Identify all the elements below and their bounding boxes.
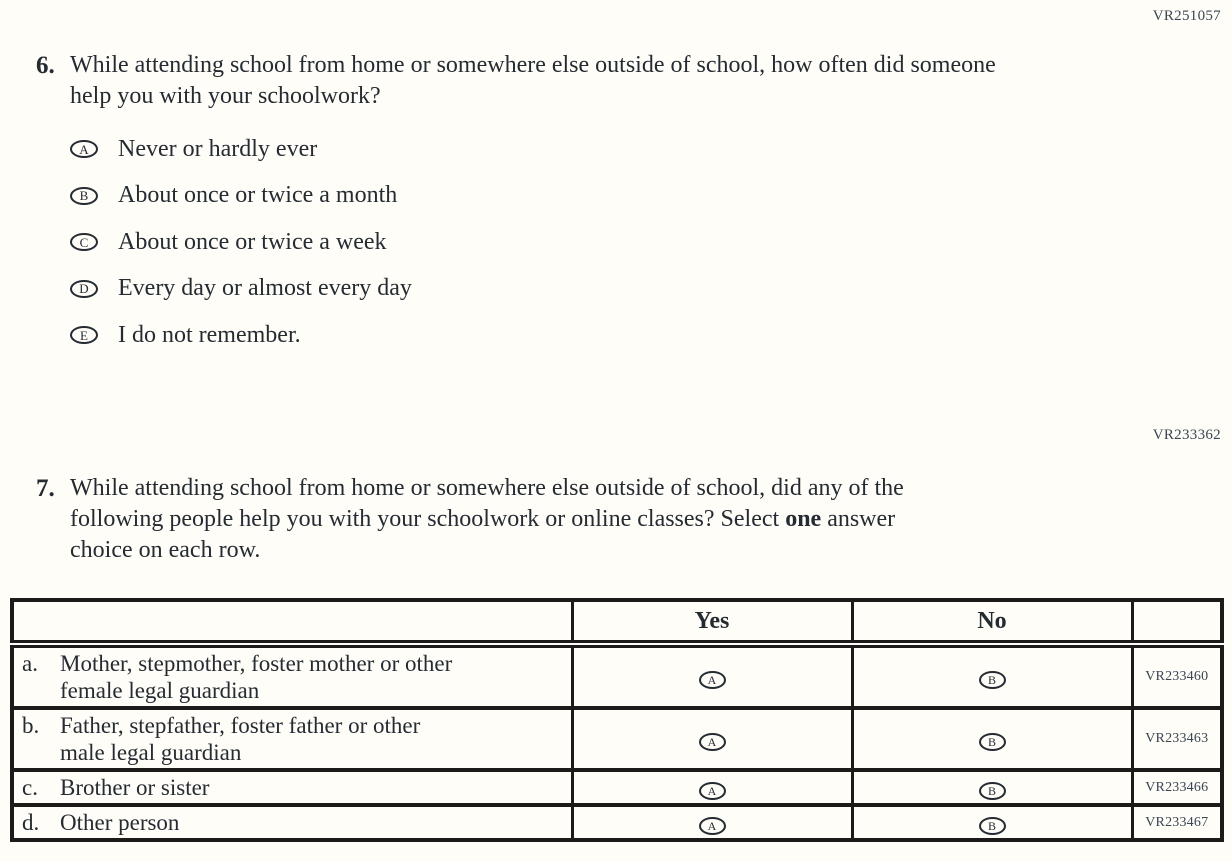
row-a-letter: a. bbox=[22, 651, 38, 676]
form-code-middle: VR233362 bbox=[1152, 427, 1221, 443]
form-code-top: VR251057 bbox=[1152, 8, 1221, 24]
row-c-label: Brother or sister bbox=[60, 775, 210, 800]
row-c-label-cell bbox=[12, 770, 572, 805]
question-7-line3: choice on each row. bbox=[70, 537, 261, 563]
question-6-body bbox=[70, 50, 996, 359]
question-6-line2: help you with your schoolwork? bbox=[70, 83, 381, 109]
row-b-letter: b. bbox=[22, 713, 40, 738]
option-a-label: Never or hardly ever bbox=[118, 135, 318, 162]
row-d-label: Other person bbox=[60, 810, 180, 835]
table-row-d bbox=[12, 805, 1222, 840]
question-6 bbox=[36, 50, 996, 359]
option-b[interactable] bbox=[70, 173, 996, 220]
question-7-line2: following people help you with your schoolwork or online classes? Select one answer bbox=[70, 506, 896, 532]
row-d-code: VR233467 bbox=[1132, 805, 1222, 840]
row-b-yes-cell bbox=[572, 708, 852, 770]
row-c-no-cell bbox=[852, 770, 1132, 805]
header-blank-cell bbox=[12, 600, 572, 644]
question-6-options bbox=[70, 126, 996, 359]
question-7-text bbox=[70, 473, 904, 566]
option-a[interactable] bbox=[70, 126, 996, 173]
question-7-table bbox=[10, 598, 1224, 842]
row-b-label-cell bbox=[12, 708, 572, 770]
row-c-code: VR233466 bbox=[1132, 770, 1222, 805]
row-b-no-cell bbox=[852, 708, 1132, 770]
option-b-label: About once or twice a month bbox=[118, 182, 398, 209]
row-a-label: Mother, stepmother, foster mother or other female legal guardian bbox=[60, 651, 453, 703]
row-b-yes-bubble[interactable]: A bbox=[699, 733, 726, 751]
option-d[interactable] bbox=[70, 266, 996, 313]
table-header-row bbox=[12, 600, 1222, 644]
header-no: No bbox=[852, 600, 1132, 644]
answer-bubble-e[interactable]: E bbox=[70, 326, 98, 344]
row-c-yes-bubble[interactable]: A bbox=[699, 782, 726, 800]
answer-bubble-a[interactable]: A bbox=[70, 140, 98, 158]
question-7 bbox=[36, 473, 904, 566]
question-7-body bbox=[70, 473, 904, 566]
row-a-label-cell bbox=[12, 644, 572, 708]
option-e-label: I do not remember. bbox=[118, 321, 301, 348]
row-c-yes-cell bbox=[572, 770, 852, 805]
header-code-blank-cell bbox=[1132, 600, 1222, 644]
question-6-text bbox=[70, 50, 996, 112]
row-d-yes-cell bbox=[572, 805, 852, 840]
row-a-yes-bubble[interactable]: A bbox=[699, 671, 726, 689]
question-7-line1: While attending school from home or somewhere else outside of school, did any of the bbox=[70, 475, 904, 501]
table-row-b bbox=[12, 708, 1222, 770]
option-d-label: Every day or almost every day bbox=[118, 275, 412, 302]
row-d-yes-bubble[interactable]: A bbox=[699, 817, 726, 835]
answer-bubble-c[interactable]: C bbox=[70, 233, 98, 251]
row-d-label-cell bbox=[12, 805, 572, 840]
row-d-no-cell bbox=[852, 805, 1132, 840]
row-a-code: VR233460 bbox=[1132, 644, 1222, 708]
answer-bubble-d[interactable]: D bbox=[70, 280, 98, 298]
row-d-no-bubble[interactable]: B bbox=[979, 817, 1006, 835]
row-c-letter: c. bbox=[22, 775, 38, 800]
table-row-a bbox=[12, 644, 1222, 708]
question-6-line1: While attending school from home or somewhere else outside of school, how often did someone bbox=[70, 52, 996, 78]
question-6-number: 6. bbox=[36, 52, 55, 79]
row-c-no-bubble[interactable]: B bbox=[979, 782, 1006, 800]
row-b-code: VR233463 bbox=[1132, 708, 1222, 770]
option-c-label: About once or twice a week bbox=[118, 228, 387, 255]
option-e[interactable] bbox=[70, 312, 996, 359]
row-d-letter: d. bbox=[22, 810, 40, 835]
header-yes: Yes bbox=[572, 600, 852, 644]
row-b-no-bubble[interactable]: B bbox=[979, 733, 1006, 751]
question-7-number: 7. bbox=[36, 475, 55, 502]
bold-word-one: one bbox=[785, 506, 822, 532]
row-a-no-bubble[interactable]: B bbox=[979, 671, 1006, 689]
option-c[interactable] bbox=[70, 219, 996, 266]
answer-bubble-b[interactable]: B bbox=[70, 187, 98, 205]
row-a-no-cell bbox=[852, 644, 1132, 708]
row-a-yes-cell bbox=[572, 644, 852, 708]
row-b-label: Father, stepfather, foster father or other male legal guardian bbox=[60, 713, 421, 765]
table-row-c bbox=[12, 770, 1222, 805]
